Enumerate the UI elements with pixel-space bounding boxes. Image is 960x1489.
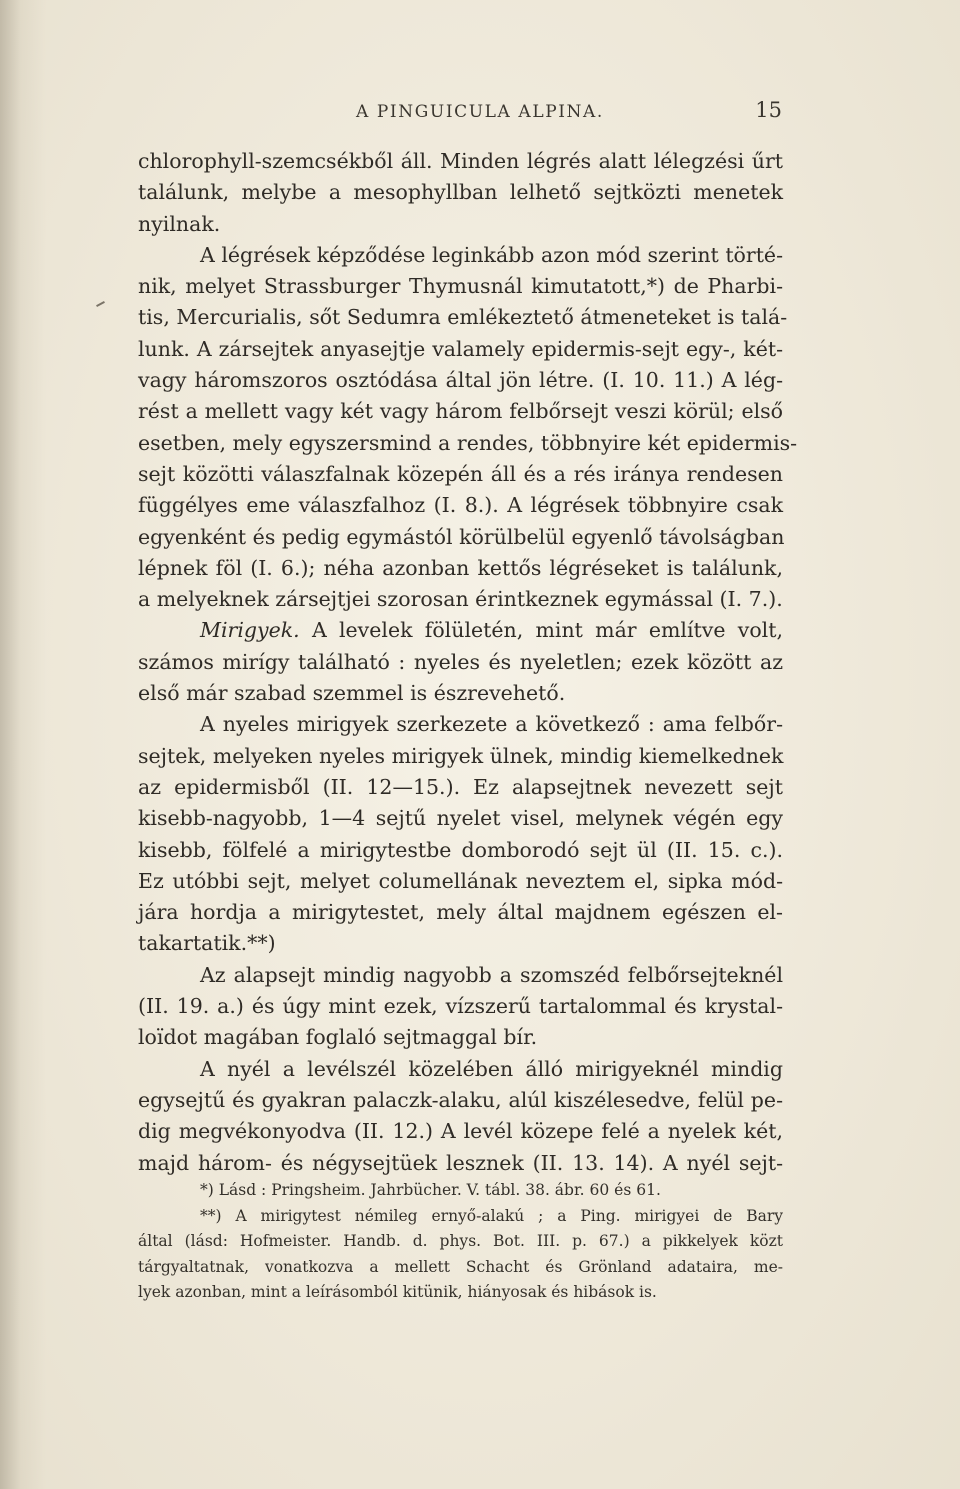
text-line: függélyes eme válaszfalhoz (I. 8.). A légrések többnyire csak xyxy=(138,493,783,518)
text-line: loïdot magában foglaló sejtmaggal bír. xyxy=(138,1025,538,1050)
footnote-2-cont: tárgyaltatnak, vonatkozva a mellett Schacht és Grönland adataira, me- xyxy=(138,1257,783,1276)
text-line: a melyeknek zársejtjei szorosan érintkeznek egymással (I. 7.). xyxy=(138,587,783,612)
text-line: kisebb-nagyobb, 1—4 sejtű nyelet visel, melynek végén egy xyxy=(138,806,783,831)
text-line: dig megvékonyodva (II. 12.) A levél közepe felé a nyelek két, xyxy=(138,1119,783,1144)
body-text xyxy=(138,146,798,1179)
text-line: takartatik.**) xyxy=(138,931,276,956)
text-line: vagy háromszoros osztódása által jön létre. (I. 10. 11.) A lég- xyxy=(138,368,783,393)
footnote-2: **) A mirigytest némileg ernyő-alakú ; a Ping. mirigyei de Bary xyxy=(200,1206,783,1225)
footnote-2-cont: lyek azonban, mint a leírásomból kitünik, hiányosak és hibások is. xyxy=(138,1283,657,1301)
text-line: lunk. A zársejtek anyasejtje valamely epidermis-sejt egy-, két- xyxy=(138,336,783,361)
footnote-1: *) Lásd : Pringsheim. Jahrbücher. V. tábl. 38. ábr. 60 és 61. xyxy=(200,1181,661,1199)
text-line: tis, Mercurialis, sőt Sedumra emlékeztető átmeneteket is talá- xyxy=(138,305,788,330)
text-line: rést a mellett vagy két vagy három felbőrsejt veszi körül; első xyxy=(138,399,783,424)
text-line: (II. 19. a.) és úgy mint ezek, vízszerű tartalommal és krystal- xyxy=(138,994,783,1019)
text-line: esetben, mely egyszersmind a rendes, többnyire két epidermis- xyxy=(138,430,798,455)
text-line: egyenként és pedig egymástól körülbelül egyenlő távolságban xyxy=(138,524,785,549)
text-line: Az alapsejt mindig nagyobb a szomszéd felbőrsejteknél xyxy=(200,962,783,987)
text-line: találunk, melybe a mesophyllban lelhető sejtközti menetek xyxy=(138,180,783,205)
text-line: nik, melyet Strassburger Thymusnál kimutatott,*) de Pharbi- xyxy=(138,274,783,299)
text-line: sejtek, melyeken nyeles mirigyek ülnek, mindig kiemelkednek xyxy=(138,743,784,768)
spine-shadow xyxy=(0,0,46,1489)
page-number: 15 xyxy=(755,98,782,122)
text-line: lépnek föl (I. 6.); néha azonban kettős légréseket is találunk, xyxy=(138,555,783,580)
running-title: A PINGUICULA ALPINA. xyxy=(356,102,604,122)
text-line: Ez utóbbi sejt, melyet columellának neveztem el, sipka mód- xyxy=(138,868,783,893)
text-line: sejt közötti válaszfalnak közepén áll és a rés iránya rendesen xyxy=(138,461,783,486)
text-line: A légrések képződése leginkább azon mód szerint törté- xyxy=(200,242,783,267)
text-line: chlorophyll-szemcsékből áll. Minden légrés alatt lélegzési űrt xyxy=(138,149,783,173)
text-line: számos mirígy található : nyeles és nyeletlen; ezek között az xyxy=(138,649,783,674)
text-line: egysejtű és gyakran palaczk-alaku, alúl kiszélesedve, felül pe- xyxy=(138,1087,783,1112)
section-heading-mirigyek: Mirigyek. xyxy=(200,618,300,643)
text-line: majd három- és négysejtüek lesznek (II. 13. 14). A nyél sejt- xyxy=(138,1150,783,1175)
text-line-with-heading xyxy=(138,615,783,646)
text-line: első már szabad szemmel is észrevehető. xyxy=(138,681,566,706)
text-line: nyilnak. xyxy=(138,211,221,236)
text-line: jára hordja a mirigytestet, mely által majdnem egészen el- xyxy=(138,900,783,925)
footnotes xyxy=(138,1178,783,1306)
running-head xyxy=(138,98,782,128)
margin-mark xyxy=(96,301,105,307)
footnote-2-cont: által (lásd: Hofmeister. Handb. d. phys. Bot. III. p. 67.) a pikkelyek közt xyxy=(138,1232,783,1250)
text-line: A nyél a levélszél közelében álló mirigyeknél mindig xyxy=(200,1056,783,1081)
text-line: A nyeles mirigyek szerkezete a következő : ama felbőr- xyxy=(200,712,783,737)
text-line: kisebb, fölfelé a mirigytestbe domborodó sejt ül (II. 15. c.). xyxy=(138,837,783,862)
text-line: az epidermisből (II. 12—15.). Ez alapsejtnek nevezett sejt xyxy=(138,774,783,799)
text-line-rest: A levelek fölületén, mint már említve volt, xyxy=(311,618,783,643)
